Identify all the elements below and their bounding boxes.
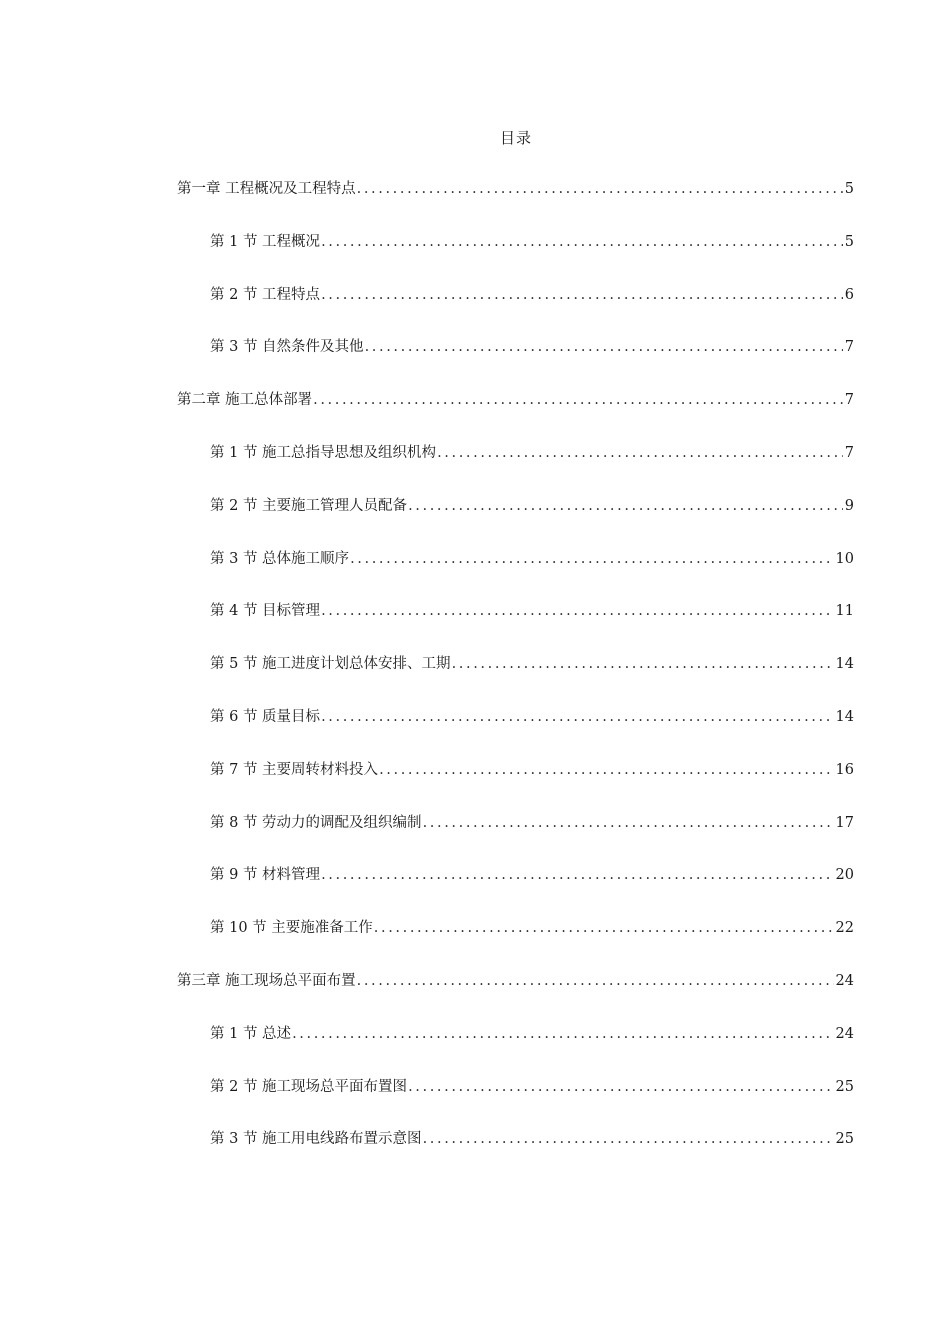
toc-entry-page-number: 7 [844,339,854,356]
toc-leader-dots [292,1023,833,1045]
toc-leader-dots [357,178,843,200]
toc-entry-label: 第 1 节 工程概况 [210,233,321,250]
toc-entry-label: 第 7 节 主要周转材料投入 [210,761,379,778]
toc-entry-page-number: 25 [835,1131,854,1148]
toc-entry-label: 第二章 施工总体部署 [177,392,313,409]
toc-section-entry[interactable] [210,706,854,728]
toc-entry-label: 第 3 节 施工用电线路布置示意图 [210,1131,422,1148]
toc-entry-page-number: 5 [844,233,854,250]
toc-entry-label: 第 1 节 总述 [210,1025,292,1042]
toc-entry-page-number: 17 [835,814,854,831]
toc-chapter-entry[interactable] [177,389,854,411]
toc-section-entry[interactable] [210,336,854,358]
toc-leader-dots [452,653,834,675]
toc-section-entry[interactable] [210,653,854,675]
toc-section-entry[interactable] [210,284,854,306]
toc-entry-page-number: 10 [835,550,854,567]
toc-entry-page-number: 24 [835,973,854,989]
toc-entry-page-number: 14 [835,656,854,673]
toc-entry-label: 第 10 节 主要施准备工作 [210,920,373,937]
toc-leader-dots [423,812,834,834]
toc-section-entry[interactable] [210,1023,854,1045]
toc-entry-label: 第三章 施工现场总平面布置 [177,973,356,989]
toc-section-entry[interactable] [210,864,854,886]
toc-entry-page-number: 7 [844,392,854,409]
toc-leader-dots [365,336,843,358]
toc-chapter-entry[interactable] [177,970,854,992]
toc-leader-dots [350,548,833,570]
toc-entry-page-number: 7 [844,445,854,461]
toc-entry-page-number: 9 [844,497,854,514]
toc-section-entry[interactable] [210,1076,854,1098]
toc-chapter-entry[interactable] [177,178,854,200]
toc-leader-dots [437,442,843,464]
toc-entry-label: 第 9 节 材料管理 [210,867,321,884]
toc-entry-label: 第 2 节 主要施工管理人员配备 [210,497,408,514]
toc-entry-label: 第 3 节 总体施工顺序 [210,550,350,567]
toc-section-entry[interactable] [210,1128,854,1150]
toc-entry-page-number: 22 [835,920,854,937]
toc-entry-page-number: 24 [835,1025,854,1042]
toc-entry-label: 第 2 节 施工现场总平面布置图 [210,1078,408,1095]
toc-section-entry[interactable] [210,548,854,570]
toc-section-entry[interactable] [210,442,854,464]
toc-section-entry[interactable] [210,812,854,834]
toc-entry-label: 第 1 节 施工总指导思想及组织机构 [210,445,437,461]
toc-entry-label: 第 2 节 工程特点 [210,286,321,303]
toc-leader-dots [321,600,833,622]
toc-entry-label: 第 6 节 质量目标 [210,709,321,725]
toc-entry-page-number: 6 [844,286,854,303]
toc-entry-page-number: 5 [844,181,854,197]
toc-leader-dots [321,864,833,886]
toc-leader-dots [313,389,843,411]
toc-entry-label: 第 5 节 施工进度计划总体安排、工期 [210,656,451,673]
toc-leader-dots [408,495,843,517]
toc-leader-dots [321,231,843,253]
toc-entry-label: 第 4 节 目标管理 [210,603,321,620]
toc-leader-dots [321,706,833,728]
toc-entry-label: 第 3 节 自然条件及其他 [210,339,364,356]
toc-entry-page-number: 25 [835,1078,854,1095]
toc-section-entry[interactable] [210,600,854,622]
toc-leader-dots [321,284,843,306]
toc-leader-dots [408,1076,833,1098]
toc-section-entry[interactable] [210,759,854,781]
toc-entry-label: 第 8 节 劳动力的调配及组织编制 [210,814,422,831]
toc-section-entry[interactable] [210,231,854,253]
toc-entry-page-number: 11 [835,603,854,620]
toc-leader-dots [357,970,834,992]
toc-title: 目录 [499,129,532,147]
toc-leader-dots [374,917,834,939]
toc-entry-label: 第一章 工程概况及工程特点 [177,181,356,197]
toc-entry-page-number: 14 [835,709,854,725]
toc-leader-dots [423,1128,834,1150]
toc-section-entry[interactable] [210,917,854,939]
toc-entry-page-number: 16 [835,761,854,778]
toc-entry-page-number: 20 [835,867,854,884]
toc-leader-dots [379,759,833,781]
toc-section-entry[interactable] [210,495,854,517]
